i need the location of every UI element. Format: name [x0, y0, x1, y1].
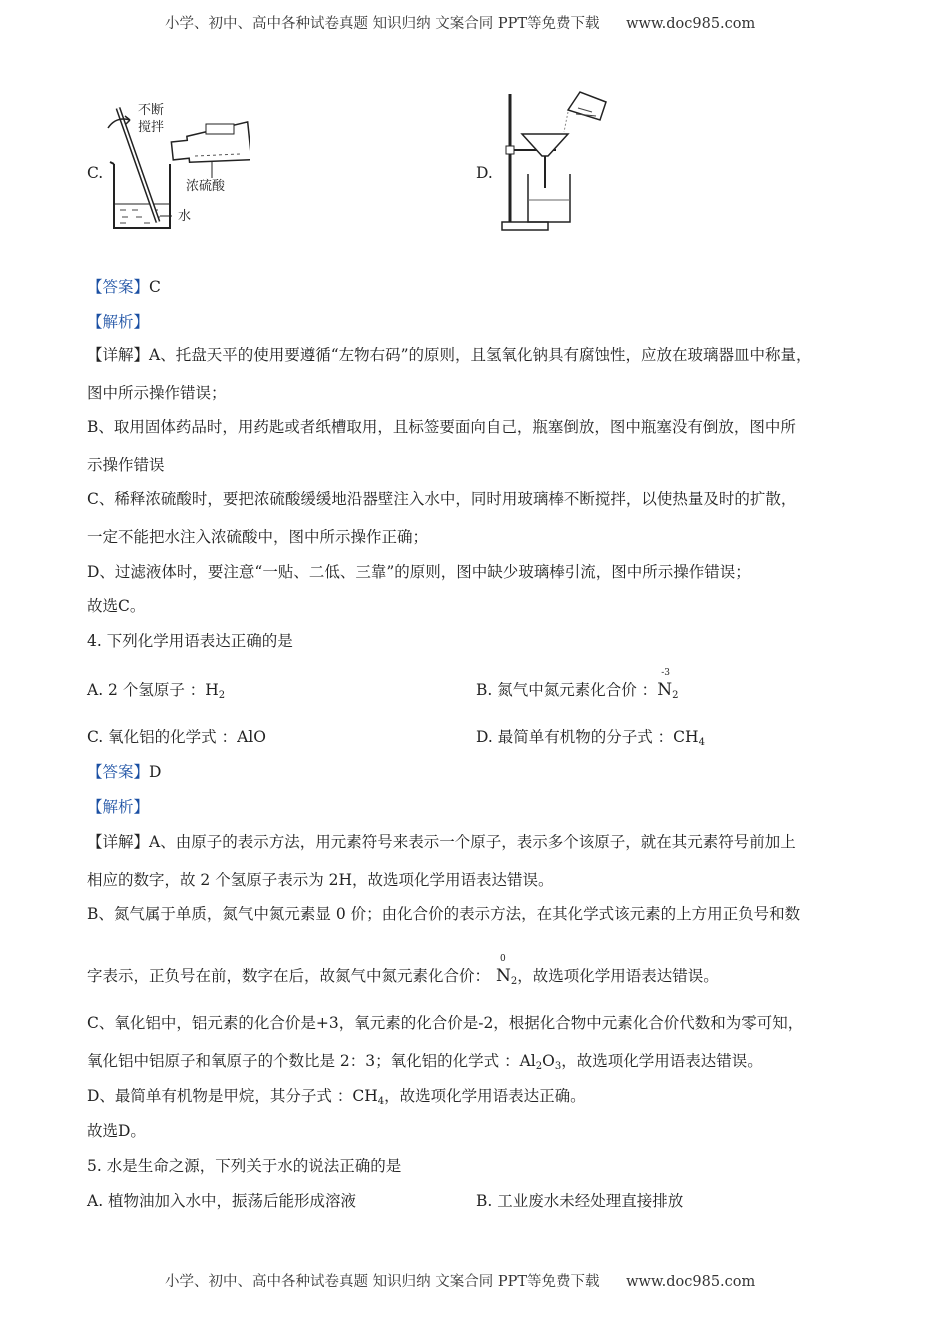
q4-stem: 4. 下列化学用语表达正确的是: [87, 632, 293, 650]
q3-text-1: A、托盘天平的使用要遵循“左物右码”的原则，且氢氧化钠具有腐蚀性，应放在玻璃器皿中称量，: [149, 346, 812, 364]
figure-c-diluting-acid: [100, 98, 250, 238]
header-url[interactable]: www.doc985.com: [626, 16, 756, 32]
q4-conclusion: 故选D。: [87, 1122, 146, 1140]
q4-line-a1: 【详解】A、由原子的表示方法，用元素符号来表示一个原子，表示多个该原子，就在其元素符号前加上: [87, 833, 796, 851]
q4-line-b1: B、氮气属于单质，氮气中氮元素显 0 价；由化合价的表示方法，在其化学式该元素的上方用正负号和数: [87, 905, 801, 923]
q3-line-4: 示操作错误: [87, 456, 165, 474]
q4-option-a: A. 2 个氢原子 ：$H_2$: [87, 681, 226, 701]
q3-line-8: 故选C。: [87, 597, 146, 615]
label-stir-2: 搅拌: [138, 120, 165, 135]
figure-d-filtration: [496, 88, 616, 234]
q4-option-b: B. 氮气中氮元素化合价 ： -3 $N_2$: [476, 668, 679, 701]
q3-line-1: [87, 343, 812, 365]
footer-url[interactable]: www.doc985.com: [626, 1274, 756, 1290]
figure-c-label: C.: [87, 164, 104, 182]
q5-option-a: A. 植物油加入水中，振荡后能形成溶液: [87, 1192, 357, 1210]
answer-tag: 【答案】: [87, 278, 150, 296]
q3-analysis-tag: 【解析】: [87, 313, 150, 331]
q3-line-3: B、取用固体药品时，用药匙或者纸槽取用，且标签要面向自己，瓶塞倒放，图中瓶塞没有倒放，图中所: [87, 418, 796, 436]
q4-line-c1: C、氧化铝中，铝元素的化合价是+3，氧元素的化合价是-2，根据化合物中元素化合价代数和为零可知，: [87, 1014, 804, 1032]
page-header: [165, 12, 755, 33]
q5-stem: 5. 水是生命之源，下列关于水的说法正确的是: [87, 1157, 402, 1175]
label-stir-1: 不断: [138, 103, 165, 118]
q3-line-7: D、过滤液体时，要注意“一贴、二低、三靠”的原则，图中缺少玻璃棒引流，图中所示操作错误；: [87, 563, 751, 581]
figure-d-label: D.: [476, 164, 493, 182]
answer-value: C: [149, 278, 161, 296]
label-water: 水: [178, 209, 192, 224]
q3-line-2: 图中所示操作错误；: [87, 384, 227, 402]
q3-line-5: C、稀释浓硫酸时，要把浓硫酸缓缓地沿器壁注入水中，同时用玻璃棒不断搅拌，以使热量及时的扩散，: [87, 490, 797, 508]
q4-option-c: C. 氧化铝的化学式 ：AlO: [87, 728, 266, 746]
q4-line-c2: 氧化铝中铝原子和氧原子的个数比是 2：3；氧化铝的化学式 ：$Al_2O_3$，故选项化学用语表达错误。: [87, 1052, 763, 1072]
detail-tag: 【详解】: [87, 346, 150, 364]
q3-answer: [87, 275, 161, 297]
q3-line-6: 一定不能把水注入浓硫酸中，图中所示操作正确；: [87, 528, 429, 546]
label-conc-acid: 浓硫酸: [186, 179, 226, 194]
q5-option-b: B. 工业废水未经处理直接排放: [476, 1192, 684, 1210]
q4-line-b2: 字表示，正负号在前，数字在后，故氮气中氮元素化合价： 0 $N_2$，故选项化学用语表达错误。: [87, 954, 719, 987]
q4-line-a2: 相应的数字，故 2 个氢原子表示为 2H，故选项化学用语表达错误。: [87, 871, 554, 889]
header-text: 小学、初中、高中各种试卷真题 知识归纳 文案合同 PPT等免费下载: [165, 16, 600, 32]
q4-analysis-tag: 【解析】: [87, 798, 150, 816]
q4-answer: 【答案】D: [87, 763, 162, 781]
footer-text: 小学、初中、高中各种试卷真题 知识归纳 文案合同 PPT等免费下载: [165, 1274, 600, 1290]
page-footer: [165, 1270, 755, 1291]
q4-option-d: D. 最简单有机物的分子式 ：$CH_4$: [476, 728, 705, 748]
q4-line-d: D、最简单有机物是甲烷，其分子式 ：$CH_4$，故选项化学用语表达正确。: [87, 1087, 586, 1107]
